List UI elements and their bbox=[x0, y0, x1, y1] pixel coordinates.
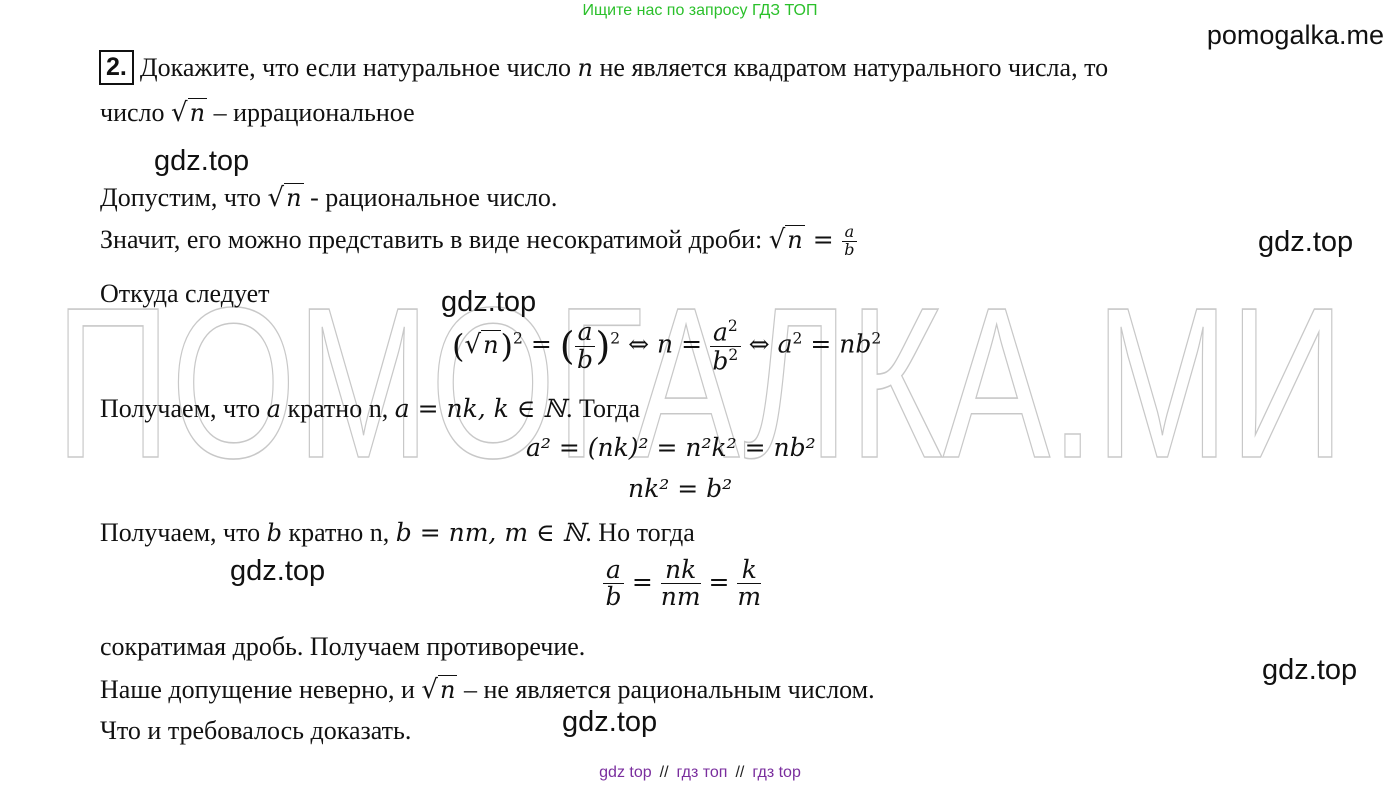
b-multiple-line: Получаем, что b кратно n, b = nm, m ∈ ℕ. Но тогда bbox=[100, 518, 695, 547]
hence-line: Откуда следует bbox=[100, 279, 270, 308]
a-multiple-line: Получаем, что a кратно n, a = nk, k ∈ ℕ. Тогда bbox=[100, 394, 641, 423]
watermark-gdz-top-3: gdz.top bbox=[441, 286, 537, 318]
watermark-gdz-top-5: gdz.top bbox=[1262, 654, 1358, 686]
footer-link-1[interactable]: gdz top bbox=[599, 764, 652, 781]
problem-statement-line1: 2. Докажите, что если натуральное число n не является квадратом натурального числа, то bbox=[99, 50, 1108, 85]
footer-link-3[interactable]: гдз top bbox=[752, 764, 801, 781]
watermark-gdz-top-2: gdz.top bbox=[1258, 226, 1354, 258]
qed-line: Что и требовалось доказать. bbox=[100, 716, 412, 745]
watermark-gdz-top-1: gdz.top bbox=[154, 145, 250, 177]
site-logo-text[interactable]: pomogalka.me bbox=[1206, 20, 1384, 50]
equation-line-1: a² = (nk)² = n²k² = nb² bbox=[526, 433, 816, 462]
watermark-gdz-top-4: gdz.top bbox=[230, 555, 326, 587]
contradiction-line: сократимая дробь. Получаем противоречие. bbox=[100, 632, 586, 661]
footer-links: gdz top // гдз топ // гдз top bbox=[599, 764, 801, 781]
fraction-representation-line: Значит, его можно представить в виде несократимой дроби: √n = $\frac{a}{b}$ bbox=[100, 224, 857, 259]
fraction-chain: $\frac{a}{b}$ = $\frac{nk}{nm}$ = $\frac{k}{m}$ bbox=[603, 557, 761, 611]
watermark-gdz-top-6: gdz.top bbox=[562, 706, 658, 738]
conclusion-line: Наше допущение неверно, и √n – не является рациональным числом. bbox=[100, 675, 875, 705]
equation-line-2: nk² = b² bbox=[628, 474, 733, 503]
sqrt-n: √n bbox=[171, 98, 206, 128]
svg-text:ПОМОГАЛКА.МИ: ПОМОГАЛКА.МИ bbox=[55, 285, 1345, 475]
assumption-line: Допустим, что √n - рациональное число. bbox=[100, 183, 558, 213]
squared-equation: $(√n)^2$ = ( $\frac{a}{b}$ )$^2$ ⇔ n = $\frac{a^2}{b^2}$ ⇔ $a^2 = nb^2$ bbox=[452, 317, 882, 375]
problem-statement-line2: число √n – иррациональное bbox=[100, 98, 415, 128]
problem-number: 2. bbox=[99, 50, 134, 85]
search-banner[interactable]: Ищите нас по запросу ГДЗ ТОП bbox=[582, 2, 818, 19]
footer-link-2[interactable]: гдз топ bbox=[676, 764, 728, 781]
